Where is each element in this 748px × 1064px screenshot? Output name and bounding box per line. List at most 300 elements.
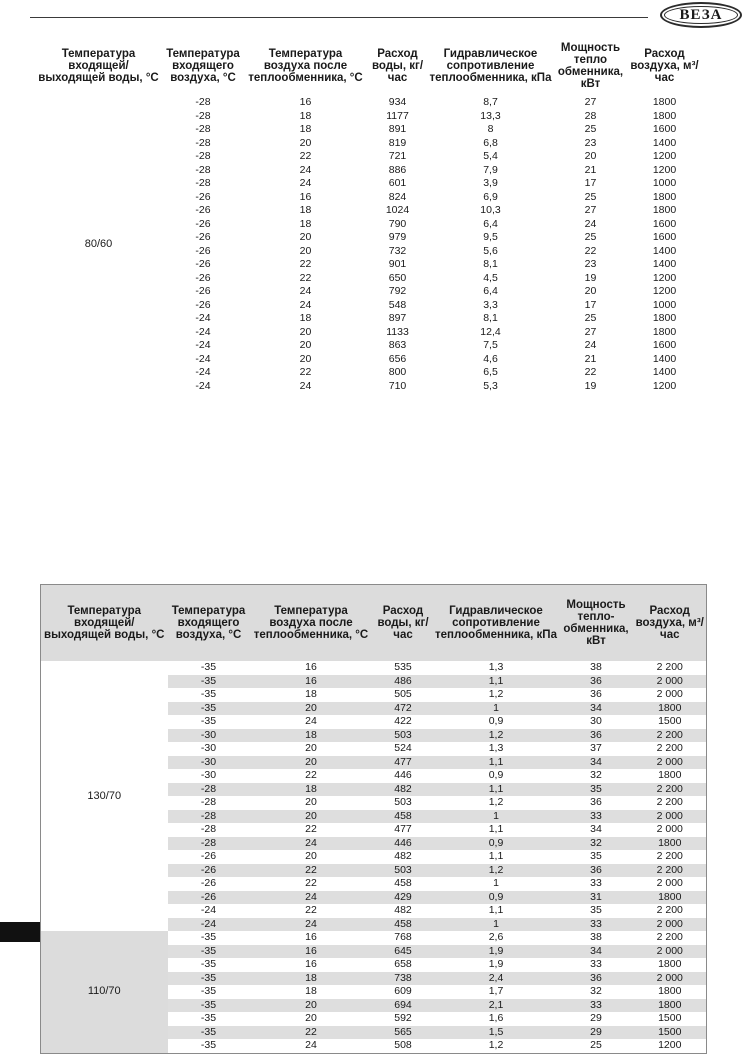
hydraulic-resistance-cell: 1,1 <box>434 850 559 864</box>
water-flow-cell: 738 <box>373 972 434 986</box>
col-heat-power-header: Мощность тепло- обменника, кВт <box>559 585 634 662</box>
air-flow-cell: 1400 <box>652 136 677 149</box>
heat-power-cell: 33 <box>559 918 634 932</box>
hydraulic-resistance-cell: 1,5 <box>434 1026 559 1040</box>
water-flow-cell: 548 <box>388 298 407 311</box>
heat-power-cell: 36 <box>559 796 634 810</box>
hydraulic-resistance-cell: 8,7 <box>483 96 498 109</box>
water-flow-cell: 482 <box>373 904 434 918</box>
air-flow-cell: 1400 <box>652 244 677 257</box>
hydraulic-resistance-cell: 7,5 <box>483 339 498 352</box>
air-flow-cell: 2 000 <box>634 810 707 824</box>
inlet-air-temp-cell: -30 <box>168 729 250 743</box>
inlet-air-temp-cell: -28 <box>195 123 211 136</box>
hydraulic-resistance-cell: 0,9 <box>434 715 559 729</box>
air-flow-cell: 1200 <box>652 285 677 298</box>
heat-power-cell: 21 <box>584 352 597 365</box>
outlet-air-temp-cell: 20 <box>250 702 373 716</box>
outlet-air-temp-cell: 24 <box>250 715 373 729</box>
hydraulic-resistance-cell: 1,3 <box>434 661 559 675</box>
water-flow-cell: 458 <box>373 810 434 824</box>
inlet-air-temp-cell: -35 <box>168 985 250 999</box>
air-flow-cell: 1800 <box>652 109 677 122</box>
water-flow-cell: 458 <box>373 877 434 891</box>
water-flow-cell: 508 <box>373 1039 434 1053</box>
outlet-air-temp-cell: 22 <box>299 366 312 379</box>
hydraulic-resistance-cell: 12,4 <box>480 325 501 338</box>
hydraulic-resistance-cell: 13,3 <box>480 109 501 122</box>
heat-power-cell: 34 <box>559 823 634 837</box>
hydraulic-resistance-cell: 1,1 <box>434 756 559 770</box>
water-flow-cell: 505 <box>373 688 434 702</box>
hydraulic-resistance-cell: 2,4 <box>434 972 559 986</box>
water-flow-cell: 800 <box>388 366 407 379</box>
inlet-air-temp-cell: -30 <box>168 742 250 756</box>
water-temp-group-label: 130/70 <box>41 661 168 931</box>
heat-power-cell: 31 <box>559 891 634 905</box>
col-outlet-air-temp-header: Температура воздуха после теплообменника, °C <box>250 585 373 662</box>
inlet-air-temp-cell: -26 <box>168 891 250 905</box>
air-flow-cell: 2 000 <box>634 675 707 689</box>
air-flow-cell: 2 000 <box>634 972 707 986</box>
water-flow-cell: 658 <box>373 958 434 972</box>
heat-power-cell: 27 <box>584 96 597 109</box>
heat-power-cell: 24 <box>584 339 597 352</box>
inlet-air-temp-cell: -28 <box>195 163 211 176</box>
hydraulic-resistance-cell: 1,1 <box>434 823 559 837</box>
heat-power-cell: 36 <box>559 688 634 702</box>
air-flow-cell: 2 200 <box>634 661 707 675</box>
heat-power-cell: 29 <box>559 1012 634 1026</box>
heat-power-cell: 35 <box>559 850 634 864</box>
inlet-air-temp-cell: -30 <box>168 769 250 783</box>
outlet-air-temp-cell: 24 <box>299 379 312 392</box>
water-flow-cell: 486 <box>373 675 434 689</box>
water-flow-cell: 824 <box>388 190 407 203</box>
water-flow-cell: 891 <box>388 123 407 136</box>
hydraulic-resistance-cell: 6,8 <box>483 136 498 149</box>
col-heat-power-header: Мощность тепло обменника, кВт <box>557 42 624 90</box>
outlet-air-temp-cell: 18 <box>299 312 312 325</box>
hydraulic-resistance-cell: 1,2 <box>434 796 559 810</box>
air-flow-cell: 2 000 <box>634 688 707 702</box>
water-flow-cell: 472 <box>373 702 434 716</box>
air-flow-cell: 1200 <box>652 379 677 392</box>
logo-text: ВЕЗА <box>679 6 723 23</box>
outlet-air-temp-cell: 18 <box>250 688 373 702</box>
col-air-flow-header: Расход воздуха, м³/час <box>630 48 699 84</box>
hydraulic-resistance-cell: 1,9 <box>434 945 559 959</box>
hydraulic-resistance-cell: 6,4 <box>483 285 498 298</box>
outlet-air-temp-cell: 22 <box>299 150 312 163</box>
water-flow-cell: 429 <box>373 891 434 905</box>
heat-power-cell: 36 <box>559 675 634 689</box>
air-flow-cell: 1200 <box>652 271 677 284</box>
col-inlet-air-temp-header: Температура входящего воздуха, °C <box>166 48 240 84</box>
water-flow-cell: 503 <box>373 864 434 878</box>
heat-power-cell: 32 <box>559 769 634 783</box>
outlet-air-temp-cell: 22 <box>250 823 373 837</box>
header-row <box>35 36 701 96</box>
inlet-air-temp-cell: -35 <box>168 715 250 729</box>
air-flow-cell: 1200 <box>634 1039 707 1053</box>
heat-power-cell: 35 <box>559 904 634 918</box>
water-flow-cell: 503 <box>373 796 434 810</box>
heat-power-cell: 22 <box>584 366 597 379</box>
inlet-air-temp-cell: -26 <box>195 204 211 217</box>
hydraulic-resistance-cell: 8 <box>487 123 494 136</box>
hydraulic-resistance-cell: 4,5 <box>483 271 498 284</box>
outlet-air-temp-cell: 16 <box>250 958 373 972</box>
heat-power-cell: 24 <box>584 217 597 230</box>
water-flow-cell: 768 <box>373 931 434 945</box>
outlet-air-temp-cell: 22 <box>299 258 312 271</box>
outlet-air-temp-cell: 16 <box>250 661 373 675</box>
inlet-air-temp-cell: -26 <box>168 877 250 891</box>
hydraulic-resistance-cell: 6,9 <box>483 190 498 203</box>
air-flow-cell: 1400 <box>652 352 677 365</box>
heat-power-cell: 25 <box>584 123 597 136</box>
outlet-air-temp-cell: 20 <box>250 999 373 1013</box>
outlet-air-temp-cell: 20 <box>250 1012 373 1026</box>
inlet-air-temp-cell: -26 <box>195 190 211 203</box>
col-hydraulic-resistance-header: Гидравлическое сопротивление теплообменника, кПа <box>429 48 552 84</box>
inlet-air-temp-cell: -35 <box>168 958 250 972</box>
air-flow-cell: 2 200 <box>634 864 707 878</box>
water-flow-cell: 1177 <box>386 109 409 122</box>
air-flow-cell: 1400 <box>652 258 677 271</box>
inlet-air-temp-cell: -35 <box>168 1026 250 1040</box>
table-row <box>35 96 701 110</box>
water-flow-cell: 458 <box>373 918 434 932</box>
water-flow-cell: 901 <box>388 258 407 271</box>
hydraulic-resistance-cell: 1 <box>434 810 559 824</box>
outlet-air-temp-cell: 20 <box>299 339 312 352</box>
air-flow-cell: 1600 <box>652 217 677 230</box>
inlet-air-temp-cell: -26 <box>195 231 211 244</box>
inlet-air-temp-cell: -30 <box>168 756 250 770</box>
hydraulic-resistance-cell: 1,6 <box>434 1012 559 1026</box>
heat-power-cell: 35 <box>559 783 634 797</box>
air-flow-cell: 1800 <box>652 190 677 203</box>
water-flow-cell: 446 <box>373 769 434 783</box>
hydraulic-resistance-cell: 1,2 <box>434 688 559 702</box>
heat-power-cell: 17 <box>584 298 597 311</box>
hydraulic-resistance-cell: 5,4 <box>483 150 498 163</box>
outlet-air-temp-cell: 22 <box>250 864 373 878</box>
water-flow-cell: 482 <box>373 783 434 797</box>
heat-power-cell: 27 <box>584 325 597 338</box>
col-water-flow-header: Расход воды, кг/час <box>371 48 424 84</box>
heat-power-cell: 38 <box>559 931 634 945</box>
heat-power-cell: 25 <box>559 1039 634 1053</box>
water-flow-cell: 792 <box>388 285 407 298</box>
inlet-air-temp-cell: -28 <box>195 177 211 190</box>
outlet-air-temp-cell: 24 <box>299 177 312 190</box>
air-flow-cell: 1800 <box>634 985 707 999</box>
hydraulic-resistance-cell: 1,1 <box>434 904 559 918</box>
heat-power-cell: 32 <box>559 837 634 851</box>
heat-power-cell: 32 <box>559 985 634 999</box>
hydraulic-resistance-cell: 1,9 <box>434 958 559 972</box>
heat-power-cell: 36 <box>559 972 634 986</box>
water-temp-group-label: 110/70 <box>41 931 168 1053</box>
air-flow-cell: 2 200 <box>634 904 707 918</box>
table-row <box>41 931 707 945</box>
header-row <box>41 585 707 662</box>
outlet-air-temp-cell: 18 <box>250 985 373 999</box>
col-hydraulic-resistance-header: Гидравлическое сопротивление теплообменника, кПа <box>434 585 559 662</box>
col-air-flow-header: Расход воздуха, м³/час <box>634 585 707 662</box>
water-flow-cell: 422 <box>373 715 434 729</box>
hydraulic-resistance-cell: 8,1 <box>483 312 498 325</box>
hydraulic-resistance-cell: 1 <box>434 702 559 716</box>
outlet-air-temp-cell: 18 <box>299 217 312 230</box>
air-flow-cell: 2 200 <box>634 742 707 756</box>
air-flow-cell: 1800 <box>634 958 707 972</box>
outlet-air-temp-cell: 24 <box>299 298 312 311</box>
outlet-air-temp-cell: 16 <box>250 931 373 945</box>
water-flow-cell: 656 <box>388 352 407 365</box>
water-flow-cell: 1133 <box>386 325 409 338</box>
heat-power-cell: 22 <box>584 244 597 257</box>
col-inlet-air-temp-header: Температура входящего воздуха, °C <box>168 585 250 662</box>
hydraulic-resistance-cell: 6,4 <box>483 217 498 230</box>
outlet-air-temp-cell: 16 <box>299 190 312 203</box>
heat-power-cell: 30 <box>559 715 634 729</box>
inlet-air-temp-cell: -26 <box>195 285 211 298</box>
heat-power-cell: 29 <box>559 1026 634 1040</box>
air-flow-cell: 1800 <box>634 837 707 851</box>
outlet-air-temp-cell: 24 <box>250 918 373 932</box>
inlet-air-temp-cell: -26 <box>168 864 250 878</box>
inlet-air-temp-cell: -28 <box>168 796 250 810</box>
hydraulic-resistance-cell: 1,2 <box>434 864 559 878</box>
heater-table-80-60 <box>35 36 701 393</box>
water-flow-cell: 819 <box>388 136 407 149</box>
heat-power-cell: 33 <box>559 810 634 824</box>
air-flow-cell: 1800 <box>634 891 707 905</box>
inlet-air-temp-cell: -35 <box>168 688 250 702</box>
inlet-air-temp-cell: -26 <box>195 271 211 284</box>
water-flow-cell: 710 <box>388 379 407 392</box>
hydraulic-resistance-cell: 7,9 <box>483 163 498 176</box>
air-flow-cell: 1000 <box>652 177 677 190</box>
heat-power-cell: 37 <box>559 742 634 756</box>
water-flow-cell: 979 <box>388 231 407 244</box>
hydraulic-resistance-cell: 0,9 <box>434 891 559 905</box>
heat-power-cell: 23 <box>584 258 597 271</box>
hydraulic-resistance-cell: 0,9 <box>434 769 559 783</box>
water-flow-cell: 565 <box>373 1026 434 1040</box>
inlet-air-temp-cell: -28 <box>168 837 250 851</box>
water-flow-cell: 645 <box>373 945 434 959</box>
air-flow-cell: 1800 <box>634 999 707 1013</box>
heat-power-cell: 34 <box>559 702 634 716</box>
air-flow-cell: 1500 <box>634 715 707 729</box>
outlet-air-temp-cell: 24 <box>250 891 373 905</box>
outlet-air-temp-cell: 24 <box>299 285 312 298</box>
hydraulic-resistance-cell: 1,2 <box>434 1039 559 1053</box>
outlet-air-temp-cell: 16 <box>299 96 312 109</box>
air-flow-cell: 1200 <box>652 150 677 163</box>
air-flow-cell: 2 200 <box>634 850 707 864</box>
inlet-air-temp-cell: -24 <box>195 339 211 352</box>
inlet-air-temp-cell: -26 <box>168 850 250 864</box>
heat-power-cell: 28 <box>584 109 597 122</box>
outlet-air-temp-cell: 16 <box>250 675 373 689</box>
air-flow-cell: 2 000 <box>634 945 707 959</box>
inlet-air-temp-cell: -35 <box>168 945 250 959</box>
water-flow-cell: 721 <box>388 150 407 163</box>
water-flow-cell: 592 <box>373 1012 434 1026</box>
heat-power-cell: 25 <box>584 190 597 203</box>
hydraulic-resistance-cell: 9,5 <box>483 231 498 244</box>
air-flow-cell: 2 200 <box>634 931 707 945</box>
hydraulic-resistance-cell: 1,1 <box>434 675 559 689</box>
inlet-air-temp-cell: -24 <box>195 352 211 365</box>
inlet-air-temp-cell: -24 <box>168 904 250 918</box>
heat-power-cell: 25 <box>584 231 597 244</box>
heat-power-cell: 36 <box>559 729 634 743</box>
page-side-tab <box>0 922 40 942</box>
water-temp-group-label: 80/60 <box>84 238 113 250</box>
heat-power-cell: 17 <box>584 177 597 190</box>
inlet-air-temp-cell: -28 <box>168 823 250 837</box>
water-flow-cell: 886 <box>388 163 407 176</box>
inlet-air-temp-cell: -28 <box>195 136 211 149</box>
air-flow-cell: 1800 <box>652 312 677 325</box>
heat-power-cell: 19 <box>584 379 597 392</box>
water-flow-cell: 503 <box>373 729 434 743</box>
heat-power-cell: 27 <box>584 204 597 217</box>
outlet-air-temp-cell: 20 <box>299 244 312 257</box>
inlet-air-temp-cell: -26 <box>195 258 211 271</box>
air-flow-cell: 1000 <box>652 298 677 311</box>
hydraulic-resistance-cell: 1,1 <box>434 783 559 797</box>
outlet-air-temp-cell: 24 <box>250 837 373 851</box>
inlet-air-temp-cell: -35 <box>168 661 250 675</box>
heat-power-cell: 36 <box>559 864 634 878</box>
inlet-air-temp-cell: -24 <box>195 366 211 379</box>
water-flow-cell: 482 <box>373 850 434 864</box>
air-flow-cell: 1600 <box>652 339 677 352</box>
air-flow-cell: 2 200 <box>634 796 707 810</box>
outlet-air-temp-cell: 16 <box>250 945 373 959</box>
hydraulic-resistance-cell: 3,9 <box>483 177 498 190</box>
air-flow-cell: 2 000 <box>634 756 707 770</box>
air-flow-cell: 1500 <box>634 1026 707 1040</box>
outlet-air-temp-cell: 20 <box>250 796 373 810</box>
outlet-air-temp-cell: 24 <box>299 163 312 176</box>
water-flow-cell: 601 <box>388 177 407 190</box>
heat-power-cell: 33 <box>559 877 634 891</box>
hydraulic-resistance-cell: 3,3 <box>483 298 498 311</box>
heat-power-cell: 25 <box>584 312 597 325</box>
air-flow-cell: 2 200 <box>634 783 707 797</box>
hydraulic-resistance-cell: 1 <box>434 877 559 891</box>
water-flow-cell: 477 <box>373 756 434 770</box>
air-flow-cell: 1200 <box>652 163 677 176</box>
water-flow-cell: 650 <box>388 271 407 284</box>
outlet-air-temp-cell: 18 <box>299 123 312 136</box>
inlet-air-temp-cell: -28 <box>168 810 250 824</box>
inlet-air-temp-cell: -28 <box>168 783 250 797</box>
heat-power-cell: 20 <box>584 150 597 163</box>
heat-power-cell: 21 <box>584 163 597 176</box>
hydraulic-resistance-cell: 2,6 <box>434 931 559 945</box>
hydraulic-resistance-cell: 1,7 <box>434 985 559 999</box>
air-flow-cell: 1800 <box>634 702 707 716</box>
water-flow-cell: 609 <box>373 985 434 999</box>
hydraulic-resistance-cell: 1,2 <box>434 729 559 743</box>
inlet-air-temp-cell: -26 <box>195 298 211 311</box>
inlet-air-temp-cell: -24 <box>168 918 250 932</box>
outlet-air-temp-cell: 22 <box>250 769 373 783</box>
inlet-air-temp-cell: -24 <box>195 312 211 325</box>
hydraulic-resistance-cell: 10,3 <box>480 204 501 217</box>
hydraulic-resistance-cell: 1,3 <box>434 742 559 756</box>
air-flow-cell: 1600 <box>652 231 677 244</box>
hydraulic-resistance-cell: 0,9 <box>434 837 559 851</box>
col-water-temp-header: Температура входящей/ выходящей воды, °C <box>38 48 159 84</box>
water-flow-cell: 863 <box>388 339 407 352</box>
inlet-air-temp-cell: -35 <box>168 1039 250 1053</box>
outlet-air-temp-cell: 24 <box>250 1039 373 1053</box>
inlet-air-temp-cell: -35 <box>168 1012 250 1026</box>
hydraulic-resistance-cell: 2,1 <box>434 999 559 1013</box>
heat-power-cell: 20 <box>584 285 597 298</box>
outlet-air-temp-cell: 18 <box>250 729 373 743</box>
inlet-air-temp-cell: -35 <box>168 702 250 716</box>
inlet-air-temp-cell: -35 <box>168 972 250 986</box>
outlet-air-temp-cell: 22 <box>250 904 373 918</box>
inlet-air-temp-cell: -35 <box>168 999 250 1013</box>
air-flow-cell: 1400 <box>652 366 677 379</box>
air-flow-cell: 1800 <box>652 96 677 109</box>
air-flow-cell: 1800 <box>652 204 677 217</box>
col-water-flow-header: Расход воды, кг/час <box>373 585 434 662</box>
water-flow-cell: 524 <box>373 742 434 756</box>
water-flow-cell: 477 <box>373 823 434 837</box>
outlet-air-temp-cell: 22 <box>299 271 312 284</box>
air-flow-cell: 1500 <box>634 1012 707 1026</box>
inlet-air-temp-cell: -28 <box>195 150 211 163</box>
air-flow-cell: 1800 <box>634 769 707 783</box>
inlet-air-temp-cell: -24 <box>195 379 211 392</box>
outlet-air-temp-cell: 22 <box>250 877 373 891</box>
inlet-air-temp-cell: -28 <box>195 96 211 109</box>
outlet-air-temp-cell: 18 <box>250 972 373 986</box>
col-outlet-air-temp-header: Температура воздуха после теплообменника, °C <box>248 48 363 84</box>
outlet-air-temp-cell: 20 <box>299 231 312 244</box>
outlet-air-temp-cell: 20 <box>250 850 373 864</box>
col-water-temp-header: Температура входящей/ выходящей воды, °C <box>41 585 168 662</box>
heat-power-cell: 33 <box>559 958 634 972</box>
table-row <box>41 661 707 675</box>
outlet-air-temp-cell: 20 <box>299 325 312 338</box>
hydraulic-resistance-cell: 5,6 <box>483 244 498 257</box>
inlet-air-temp-cell: -35 <box>168 675 250 689</box>
outlet-air-temp-cell: 20 <box>299 136 312 149</box>
heat-power-cell: 33 <box>559 999 634 1013</box>
water-flow-cell: 897 <box>388 312 407 325</box>
inlet-air-temp-cell: -24 <box>195 325 211 338</box>
air-flow-cell: 2 000 <box>634 823 707 837</box>
hydraulic-resistance-cell: 6,5 <box>483 366 498 379</box>
heat-power-cell: 38 <box>559 661 634 675</box>
water-flow-cell: 446 <box>373 837 434 851</box>
